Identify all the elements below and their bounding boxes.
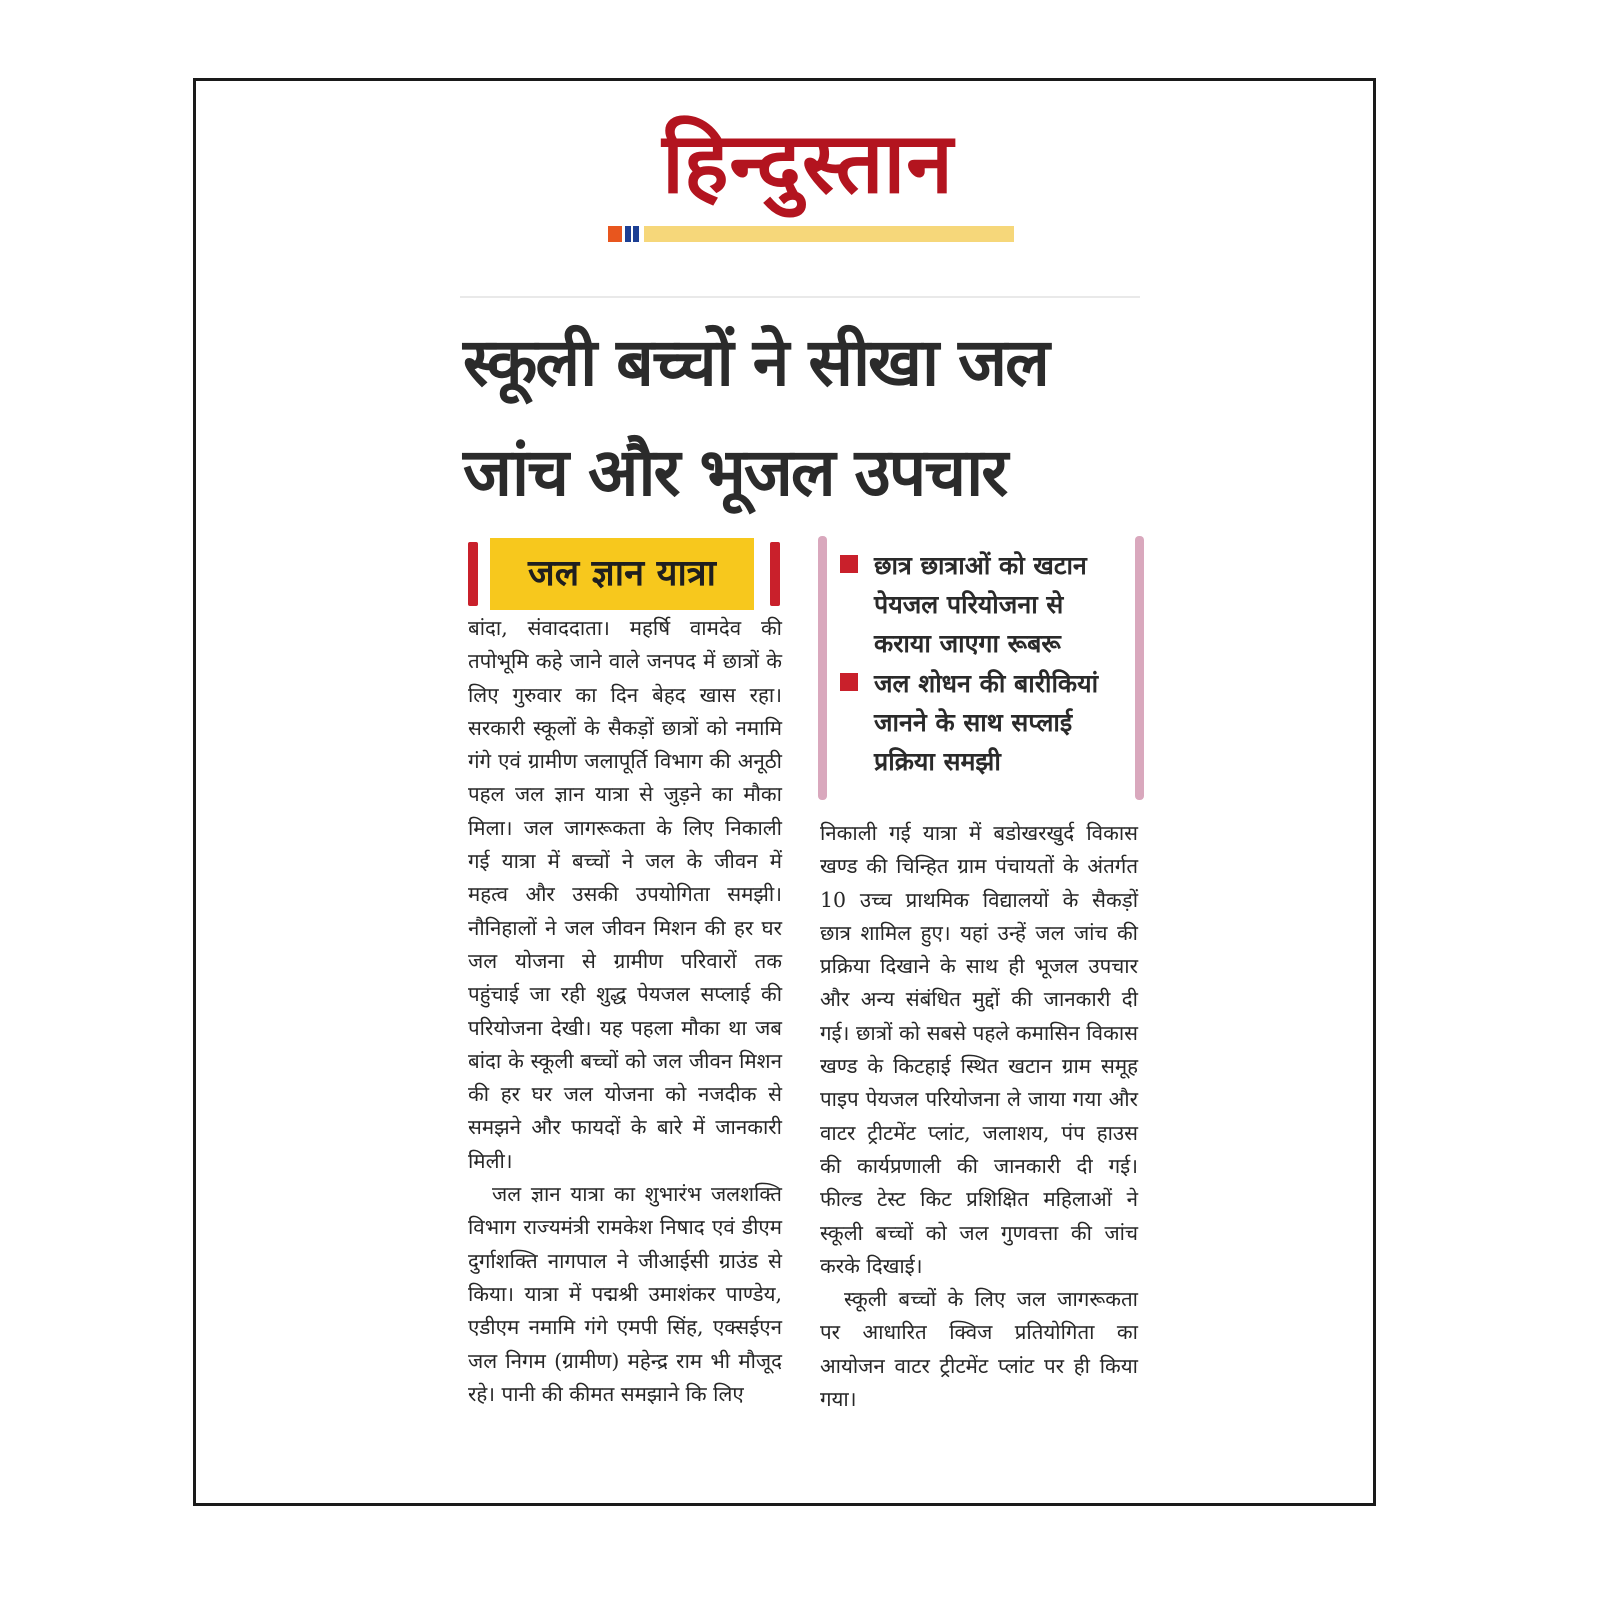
highlight-text: छात्र छात्राओं को खटान पेयजल परियोजना से कराया जाएगा रूबरू [874,551,1087,658]
highlight-text: जल शोधन की बारीकियां जानने के साथ सप्लाई प्रक्रिया समझी [874,669,1099,776]
masthead-flag-icon [608,226,642,242]
paragraph: बांदा, संवाददाता। महर्षि वामदेव की तपोभूमि कहे जाने वाले जनपद में छात्रों के लिए गुरुवार का दिन बेहद खास रहा। सरकारी स्कूलों के सैकड़ों छात्रों को नमामि गंगे एवं ग्रामीण जलापूर्ति विभाग की अनूठी पहल जल ज्ञान यात्रा से जुड़ने का मौका मिला। जल जागरूकता के लिए निकाली गई यात्रा में बच्चों ने जल के जीवन में महत्व और उसकी उपयोगिता समझी। नौनिहालों ने जल जीवन मिशन की हर घर जल योजना से ग्रामीण परिवारों तक पहुंचाई जा रही शुद्ध पेयजल सप्लाई की परियोजना देखी। यह पहला मौका था जब बांदा के स्कूली बच्चों को जल जीवन मिशन की हर घर जल योजना को नजदीक से समझने और फायदों के बारे में जानकारी मिली। [468,616,782,1173]
kicker-bracket-left [468,542,478,606]
paragraph: निकाली गई यात्रा में बडोखरखुर्द विकास खण्ड की चिन्हित ग्राम पंचायतों के अंतर्गत 10 उच्च प्राथमिक विद्यालयों के सैकड़ों छात्र शामिल हुए। यहां उन्हें जल जांच की प्रक्रिया दिखाने के साथ ही भूजल उपचार और अन्य संबंधित मुद्दों की जानकारी दी गई। छात्रों को सबसे पहले कमासिन विकास खण्ड के किटहाई स्थित खटान ग्राम समूह पाइप पेयजल परियोजना ले जाया गया और वाटर ट्रीटमेंट प्लांट, जलाशय, पंप हाउस की कार्यप्रणाली की जानकारी दी गई। फील्ड टेस्ट किट प्रशिक्षित महिलाओं ने स्कूली बच्चों को जल गुणवत्ता की जांच करके दिखाई। [820,821,1138,1278]
highlights-border-right [1135,536,1144,800]
kicker-bracket-right [770,542,780,606]
masthead-underline [644,226,1014,242]
kicker-label [468,538,780,610]
clipping-frame [193,78,1376,1506]
paragraph: स्कूली बच्चों के लिए जल जागरूकता पर आधारित क्विज प्रतियोगिता का आयोजन वाटर ट्रीटमेंट प्लांट पर ही किया गया। [820,1287,1138,1412]
bullet-square-icon [840,555,858,573]
article-column-1 [468,612,782,1411]
headline: स्कूली बच्चों ने सीखा जल जांच और भूजल उपचार [463,324,1048,511]
paragraph: जल ज्ञान यात्रा का शुभारंभ जलशक्ति विभाग राज्यमंत्री रामकेश निषाद एवं डीएम दुर्गाशक्ति नागपाल ने जीआईसी ग्राउंड से किया। यात्रा में पद्मश्री उमाशंकर पाण्डेय, एडीएम नमामि गंगे एमपी सिंह, एक्सईएन जल निगम (ग्रामीण) महेन्द्र राम भी मौजूद रहे। पानी की कीमत समझाने कि लिए [468,1182,782,1406]
highlights-border-left [818,536,827,800]
bullet-square-icon [840,673,858,691]
article-column-2 [820,817,1138,1416]
divider [460,296,1140,298]
masthead-logo: हिन्दुस्तान [662,113,954,212]
kicker-text: जल ज्ञान यात्रा [490,538,754,610]
highlights-box [818,536,1144,800]
newspaper-masthead [598,108,1018,248]
